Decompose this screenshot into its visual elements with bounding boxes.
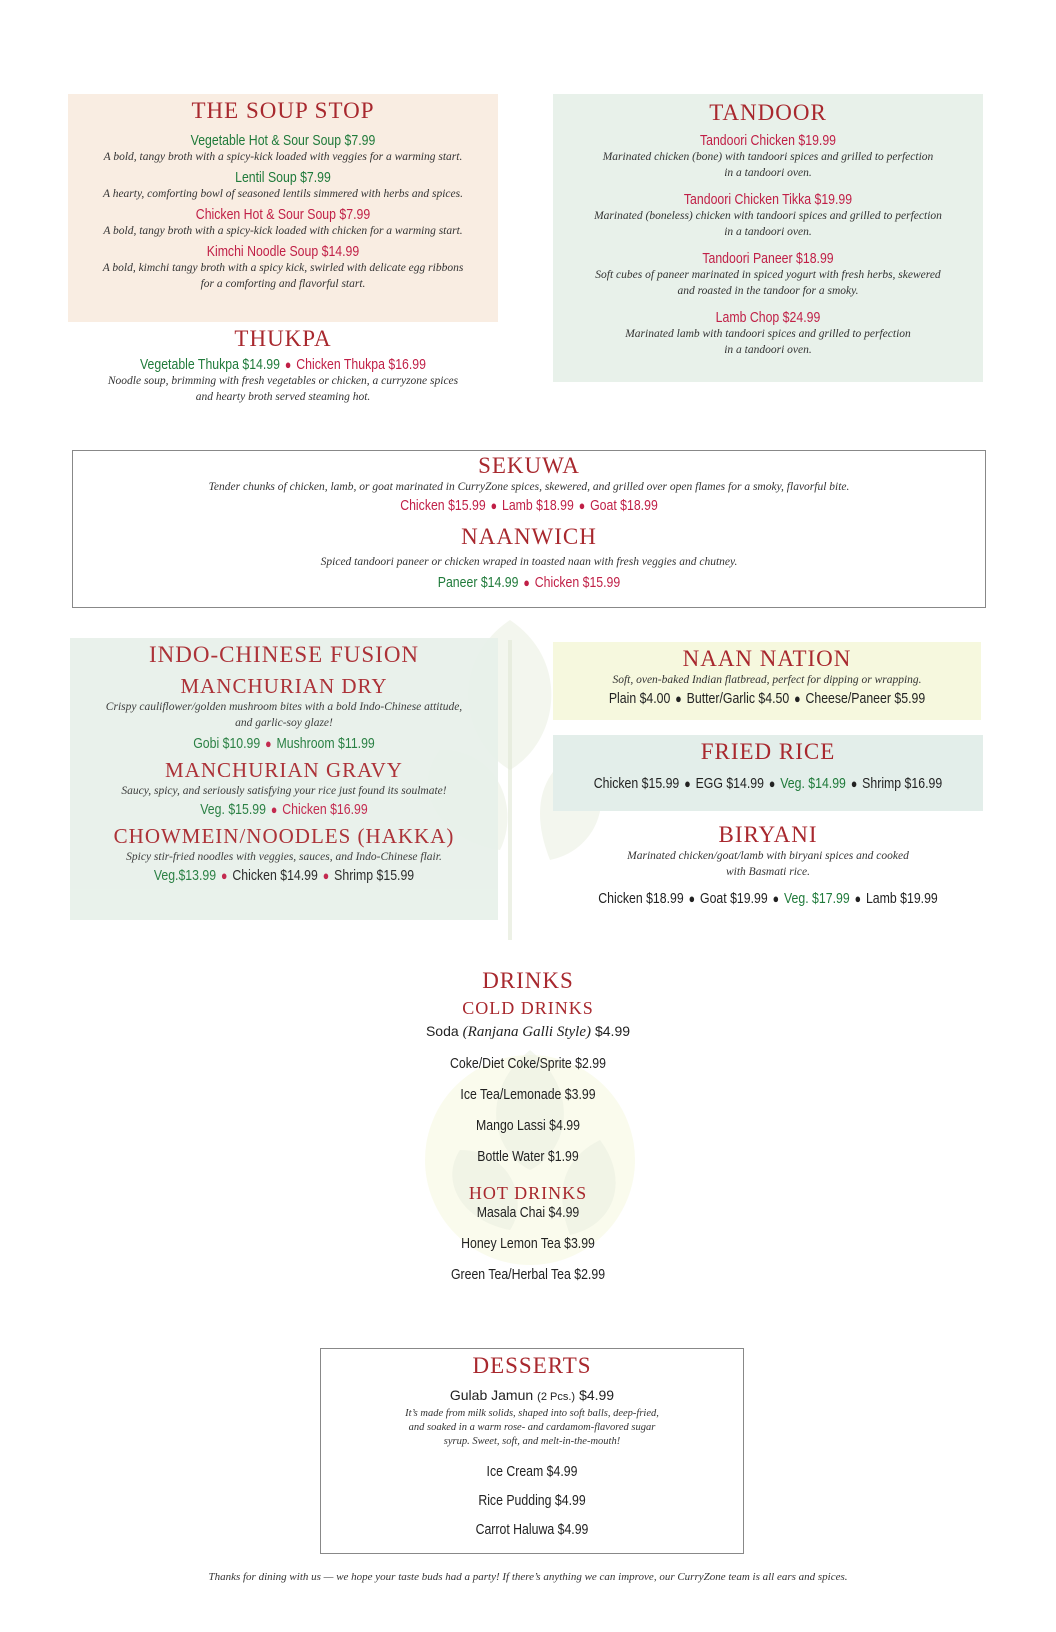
soup-item-chicken-hot-sour: Chicken Hot & Sour Soup $7.99 [195, 206, 371, 223]
biryani-options [592, 890, 945, 907]
soup-title: THE SOUP STOP [191, 98, 375, 123]
drink-item: Mango Lassi $4.99 [476, 1117, 580, 1134]
naanwich-options [155, 574, 903, 591]
soup-item-lentil: Lentil Soup $7.99 [235, 169, 331, 186]
cold-drinks-title: COLD DRINKS [462, 998, 594, 1018]
gulab-name: Gulab Jamun [449, 1387, 534, 1403]
biryani-desc: with Basmati rice. [725, 866, 810, 878]
drink-soda [328, 1023, 728, 1041]
drink-item: Green Tea/Herbal Tea $2.99 [450, 1266, 606, 1283]
tandoor-section [553, 94, 983, 382]
naanwich-desc: Spiced tandoori paneer or chicken wraped in toasted naan with fresh veggies and chutney. [320, 556, 738, 568]
biryani-chicken: Chicken $18.99 [598, 890, 684, 907]
soup-desc: A bold, tangy broth with a spicy-kick loaded with chicken for a warming start. [103, 225, 463, 237]
indo-chinese-section [70, 638, 498, 920]
naanwich-title: NAANWICH [461, 524, 597, 549]
bullet-icon: ● [854, 891, 862, 906]
desserts-title: DESSERTS [472, 1353, 592, 1378]
soup-item-veg-hot-sour: Vegetable Hot & Sour Soup $7.99 [190, 132, 376, 149]
fried-rice-section [553, 735, 983, 811]
sekuwa-naanwich-frame [72, 450, 986, 608]
dessert-item: Rice Pudding $4.99 [478, 1492, 586, 1509]
tandoor-item: Tandoori Chicken Tikka $19.99 [683, 191, 853, 208]
fried-rice-title: FRIED RICE [700, 739, 836, 764]
drinks-title: DRINKS [482, 968, 574, 993]
chow-veg-option: Veg.$13.99 [153, 867, 217, 884]
bullet-icon: ● [578, 498, 586, 513]
dessert-item: Carrot Haluwa $4.99 [475, 1521, 589, 1538]
tandoor-desc: in a tandoori oven. [724, 167, 812, 179]
tandoor-desc: Marinated chicken (bone) with tandoori spices and grilled to perfection [602, 151, 934, 163]
sekuwa-lamb: Lamb $18.99 [501, 497, 574, 514]
drink-item: Masala Chai $4.99 [476, 1204, 580, 1221]
bullet-icon: ● [688, 891, 696, 906]
fried-rice-chicken: Chicken $15.99 [593, 775, 680, 792]
sekuwa-desc: Tender chunks of chicken, lamb, or goat marinated in CurryZone spices, skewered, and grilled over open flames for a smoky, flavorful bite. [208, 481, 850, 493]
gulab-price: $4.99 [579, 1387, 615, 1403]
sekuwa-title: SEKUWA [478, 453, 580, 478]
naan-desc: Soft, oven-baked Indian flatbread, perfect for dipping or wrapping. [612, 674, 922, 686]
tandoor-item: Tandoori Chicken $19.99 [699, 132, 837, 149]
tandoor-desc: and roasted in the tandoor for a smoky. [677, 285, 859, 297]
naan-plain: Plain $4.00 [608, 690, 671, 707]
soup-section [68, 94, 498, 322]
soda-price: $4.99 [594, 1023, 631, 1039]
bullet-icon: ● [675, 691, 682, 706]
bullet-icon: ● [490, 498, 498, 513]
soup-desc: for a comforting and flavorful start. [200, 278, 366, 290]
bullet-icon: ● [221, 868, 228, 883]
tandoor-desc: Marinated (boneless) chicken with tandoori spices and grilled to perfection [594, 210, 942, 222]
fried-rice-egg: EGG $14.99 [695, 775, 764, 792]
chowmein-desc: Spicy stir-fried noodles with veggies, sauces, and Indo-Chinese flair. [126, 851, 442, 863]
bullet-icon: ● [772, 891, 780, 906]
chowmein-options [109, 867, 460, 884]
tandoor-item: Lamb Chop $24.99 [715, 309, 821, 326]
bullet-icon: ● [794, 691, 801, 706]
bullet-icon: ● [850, 776, 858, 791]
soda-name: Soda [425, 1023, 459, 1039]
gravy-chicken-option: Chicken $16.99 [282, 801, 368, 818]
manchurian-dry-desc: and garlic-soy glaze! [235, 717, 333, 729]
drink-item: Honey Lemon Tea $3.99 [461, 1235, 595, 1252]
chow-shrimp-option: Shrimp $15.99 [334, 867, 415, 884]
gulab-desc: It’s made from milk solids, shaped into soft balls, deep-fried, [405, 1408, 659, 1419]
sekuwa-goat: Goat $18.99 [590, 497, 658, 514]
chow-chicken-option: Chicken $14.99 [232, 867, 318, 884]
tandoor-desc: Soft cubes of paneer marinated in spiced yogurt with fresh herbs, skewered [595, 269, 941, 281]
biryani-desc: Marinated chicken/goat/lamb with biryani spices and cooked [627, 850, 909, 862]
biryani-goat: Goat $19.99 [700, 890, 768, 907]
thukpa-veg: Vegetable Thukpa $14.99 [140, 356, 281, 373]
desserts-section [320, 1348, 744, 1554]
gulab-desc: syrup. Sweet, soft, and melt-in-the-mouth! [443, 1436, 621, 1447]
gulab-pcs: (2 Pcs.) [537, 1391, 576, 1403]
thukpa-title: THUKPA [234, 326, 332, 351]
naan-nation-section [553, 642, 981, 720]
fried-rice-veg: Veg. $14.99 [780, 775, 846, 792]
drinks-section [328, 968, 728, 1318]
dessert-gulab-jamun [321, 1387, 743, 1403]
drink-item: Bottle Water $1.99 [477, 1148, 579, 1165]
drink-item: Ice Tea/Lemonade $3.99 [460, 1086, 596, 1103]
fried-rice-shrimp: Shrimp $16.99 [862, 775, 943, 792]
sekuwa-options [155, 497, 903, 514]
naan-butter-garlic: Butter/Garlic $4.50 [686, 690, 790, 707]
biryani-title: BIRYANI [718, 822, 818, 847]
manchurian-dry-desc: Crispy cauliflower/golden mushroom bites with a bold Indo-Chinese attitude, [105, 701, 463, 713]
soda-style: (Ranjana Galli Style) [462, 1024, 591, 1040]
dessert-item: Ice Cream $4.99 [486, 1463, 578, 1480]
tandoor-desc: in a tandoori oven. [724, 344, 812, 356]
manchurian-dry-options [109, 735, 460, 752]
naanwich-chicken: Chicken $15.99 [534, 574, 621, 591]
biryani-section [553, 822, 983, 922]
bullet-icon: ● [265, 736, 272, 751]
tandoor-desc: Marinated lamb with tandoori spices and grilled to perfection [625, 328, 911, 340]
bullet-icon: ● [284, 357, 292, 372]
tandoor-desc: in a tandoori oven. [724, 226, 812, 238]
chowmein-title: CHOWMEIN/NOODLES (HAKKA) [113, 824, 455, 848]
tandoor-item: Tandoori Paneer $18.99 [702, 250, 834, 267]
soup-item-kimchi: Kimchi Noodle Soup $14.99 [206, 243, 360, 260]
hot-drinks-title: HOT DRINKS [468, 1183, 588, 1203]
bullet-icon: ● [322, 868, 330, 883]
manchurian-gravy-title: MANCHURIAN GRAVY [165, 758, 403, 782]
biryani-veg: Veg. $17.99 [784, 890, 850, 907]
naanwich-paneer: Paneer $14.99 [437, 574, 519, 591]
manchurian-gravy-desc: Saucy, spicy, and seriously satisfying your rice just found its soulmate! [121, 785, 447, 797]
thukpa-desc: Noodle soup, brimming with fresh vegetables or chicken, a curryzone spices [107, 375, 459, 387]
footer-note: Thanks for dining with us — we hope your taste buds had a party! If there’s anything we can improve, our CurryZone team is all ears and spices. [208, 1571, 848, 1583]
soup-desc: A hearty, comforting bowl of seasoned lentils simmered with herbs and spices. [103, 188, 463, 200]
tandoor-title: TANDOOR [709, 100, 827, 125]
gobi-option: Gobi $10.99 [193, 735, 261, 752]
mushroom-option: Mushroom $11.99 [276, 735, 375, 752]
naan-options [592, 690, 943, 707]
thukpa-chicken: Chicken Thukpa $16.99 [296, 356, 426, 373]
naan-cheese-paneer: Cheese/Paneer $5.99 [805, 690, 926, 707]
gravy-veg-option: Veg. $15.99 [200, 801, 266, 818]
soup-desc: A bold, tangy broth with a spicy-kick loaded with veggies for a warming start. [103, 151, 463, 163]
bullet-icon: ● [523, 575, 530, 590]
manchurian-dry-title: MANCHURIAN DRY [180, 674, 388, 698]
thukpa-section [68, 326, 498, 416]
thukpa-desc: and hearty broth served steaming hot. [195, 391, 371, 403]
bullet-icon: ● [684, 776, 691, 791]
soup-desc: A bold, kimchi tangy broth with a spicy kick, swirled with delicate egg ribbons [102, 262, 464, 274]
drink-item: Coke/Diet Coke/Sprite $2.99 [450, 1055, 606, 1072]
indo-title: INDO-CHINESE FUSION [148, 642, 420, 667]
thukpa-options [107, 356, 460, 373]
fried-rice-options [592, 775, 945, 792]
sekuwa-chicken: Chicken $15.99 [400, 497, 486, 514]
manchurian-gravy-options [109, 801, 460, 818]
bullet-icon: ● [270, 802, 278, 817]
gulab-desc: and soaked in a warm rose- and cardamom-flavored sugar [408, 1422, 656, 1433]
bullet-icon: ● [768, 776, 776, 791]
naan-title: NAAN NATION [682, 646, 852, 671]
biryani-lamb: Lamb $19.99 [865, 890, 938, 907]
